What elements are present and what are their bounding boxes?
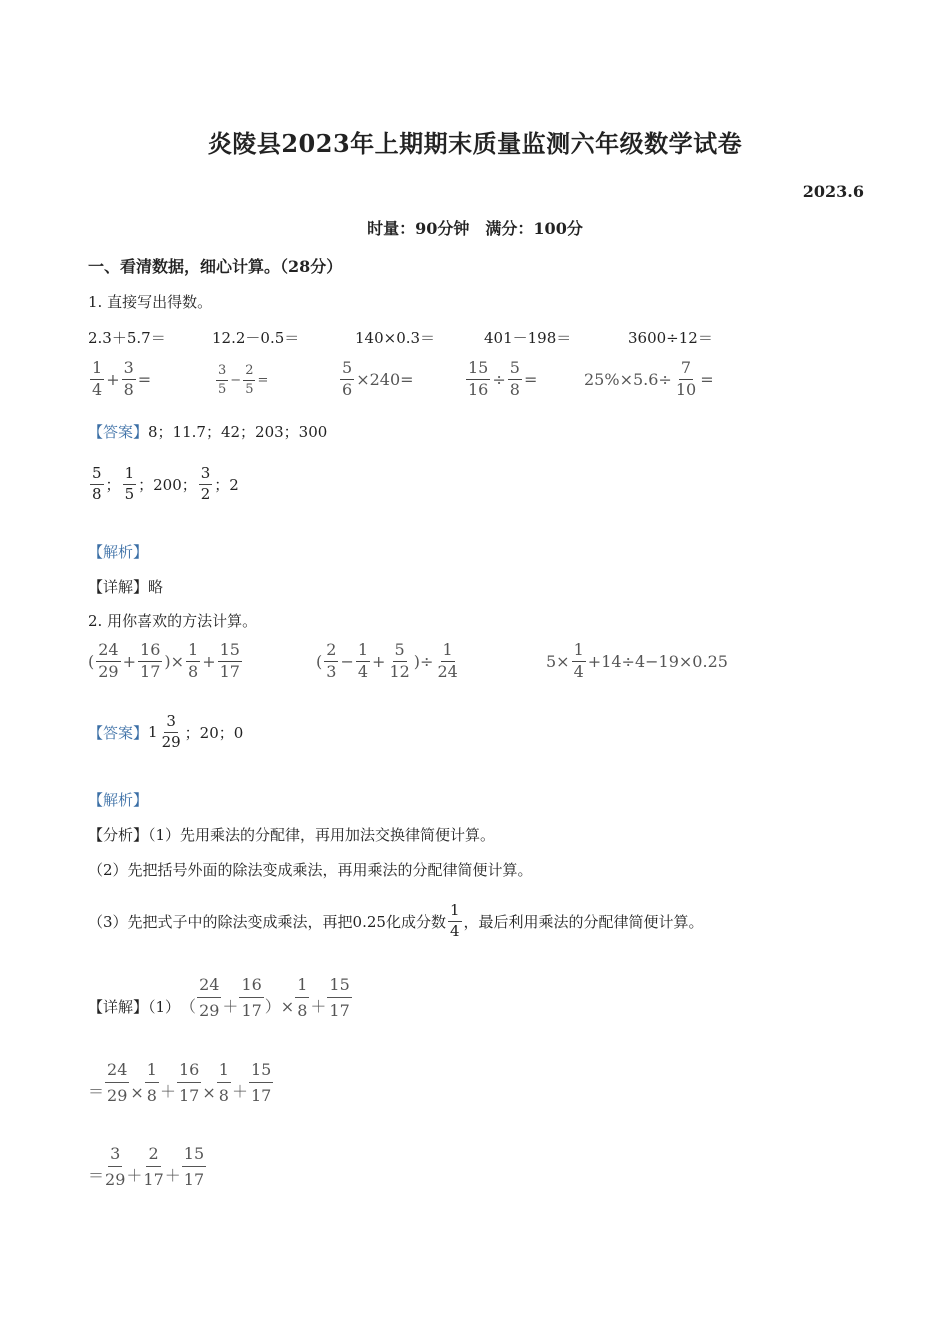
stacked-number: $\frac{16}{17}$ bbox=[178, 1060, 200, 1105]
fraction: $\frac{1}{4}$ bbox=[573, 640, 584, 681]
q1-detail: 【详解】略 bbox=[88, 578, 164, 596]
fraction: $\frac{3}{29}$ bbox=[161, 712, 181, 751]
fraction: $\frac{5}{8}$ bbox=[92, 464, 102, 503]
q1-row2-e5: 25%×5.6÷ $\frac{7}{10}$ = bbox=[584, 358, 714, 399]
q2-detail-step1: 【详解】（1） （ 24 29 ＋ 16 17 ）× $\frac{1}{8}$ ＋ 15 17 bbox=[88, 975, 350, 1020]
stacked-number: $\frac{1}{8}$ bbox=[218, 1060, 229, 1105]
fraction: $\frac{15}{16}$ bbox=[468, 358, 489, 399]
stacked-number: 2 17 bbox=[143, 1144, 164, 1189]
stacked-number: $\frac{1}{8}$ bbox=[297, 975, 308, 1020]
q2-label: 2. 用你喜欢的方法计算。 bbox=[88, 612, 258, 630]
q1-row1-e1: 2.3＋5.7＝ bbox=[88, 329, 166, 347]
fraction: $\frac{1}{8}$ bbox=[188, 640, 199, 681]
stacked-number: 15 17 bbox=[250, 1060, 272, 1105]
q2-analysis-tag: 【解析】 bbox=[88, 791, 149, 809]
fraction: $\frac{3}{8}$ bbox=[123, 358, 134, 399]
fraction: $\frac{3}{5}$ bbox=[218, 363, 227, 397]
fraction: $\frac{2}{5}$ bbox=[245, 363, 254, 397]
q1-row1-e4: 401－198＝ bbox=[484, 329, 572, 347]
q2-analysis-3: （3）先把式子中的除法变成乘法，再把0.25化成分数 $\frac{1}{4}$ ，最后利用乘法的分配律简便计算。 bbox=[88, 901, 704, 940]
q1-label: 1. 直接写出得数。 bbox=[88, 293, 213, 311]
q1-row1-e3: 140×0.3＝ bbox=[355, 329, 436, 347]
q1-answer2: $\frac{5}{8}$ ； $\frac{1}{5}$ ；200； $\frac{3}{2}$ ；2 bbox=[92, 464, 239, 503]
fraction: $\frac{5}{8}$ bbox=[509, 358, 520, 399]
stacked-number: $\frac{24}{29}$ bbox=[107, 1060, 128, 1105]
fraction: $\frac{1}{5}$ bbox=[124, 464, 135, 503]
q2-expr3: 5× $\frac{1}{4}$ +14÷4−19×0.25 bbox=[546, 640, 728, 681]
q2-analysis-2: （2）先把括号外面的除法变成乘法，再用乘法的分配律简便计算。 bbox=[88, 861, 533, 879]
fraction: $\frac{5}{6}$ bbox=[342, 358, 353, 399]
stacked-number: 15 17 bbox=[183, 1144, 205, 1189]
fraction: $\frac{5}{12}$ bbox=[389, 640, 410, 681]
q1-row2-e1: $\frac{1}{4}$ + $\frac{3}{8}$ = bbox=[92, 358, 152, 399]
q1-analysis-tag: 【解析】 bbox=[88, 543, 149, 561]
fraction: $\frac{24}{29}$ bbox=[98, 640, 119, 681]
q1-row1-e2: 12.2－0.5＝ bbox=[212, 329, 300, 347]
answer-tag: 【答案】 bbox=[88, 723, 149, 742]
q1-row2-e4: $\frac{15}{16}$ ÷ $\frac{5}{8}$ = bbox=[468, 358, 538, 399]
q2-analysis-1: 【分析】（1）先用乘法的分配律，再用加法交换律简便计算。 bbox=[88, 826, 496, 844]
stacked-number: 15 17 bbox=[329, 975, 350, 1020]
q2-detail-step3: ＝ 3 29 ＋ 2 17 ＋ 15 17 bbox=[88, 1144, 205, 1189]
stacked-number: 3 29 bbox=[105, 1144, 126, 1189]
exam-date: 2023.6 bbox=[802, 182, 864, 201]
q1-answer: 【答案】8；11.7；42；203；300 bbox=[88, 423, 328, 441]
answer-tag: 【答案】 bbox=[88, 423, 149, 441]
q1-row2-e3: $\frac{5}{6}$ ×240= bbox=[342, 358, 414, 399]
q2-detail-step2: ＝ $\frac{24}{29}$ × $\frac{1}{8}$ ＋ $\frac{16}{17}$ × $\frac{1}{8}$ ＋ 15 17 bbox=[88, 1060, 272, 1105]
q2-answer: 【答案】 1 $\frac{3}{29}$ ；20；0 bbox=[88, 712, 244, 751]
section-heading: 一、看清数据，细心计算。（28分） bbox=[88, 257, 343, 276]
fraction: $\frac{1}{4}$ bbox=[92, 358, 103, 399]
q1-row2-e2: $\frac{3}{5}$ − $\frac{2}{5}$ = bbox=[218, 363, 269, 397]
stacked-number: 16 17 bbox=[241, 975, 262, 1020]
fraction: $\frac{3}{2}$ bbox=[200, 464, 211, 503]
fraction: $\frac{1}{4}$ bbox=[357, 640, 369, 681]
q2-expr2: ( $\frac{2}{3}$ − $\frac{1}{4}$ + $\frac{5}{12}$ )÷ $\frac{1}{24}$ bbox=[316, 640, 458, 681]
fraction: $\frac{7}{10}$ bbox=[675, 358, 697, 399]
fraction: $\frac{1}{24}$ bbox=[437, 640, 458, 681]
fraction: $\frac{1}{4}$ bbox=[449, 901, 460, 940]
fraction: $\frac{2}{3}$ bbox=[326, 640, 337, 681]
page-title: 炎陵县2023年上期期末质量监测六年级数学试卷 bbox=[207, 129, 743, 158]
fraction: $\frac{15}{17}$ bbox=[219, 640, 240, 681]
fraction: $\frac{16}{17}$ bbox=[140, 640, 161, 681]
stacked-number: $\frac{1}{8}$ bbox=[146, 1060, 157, 1105]
exam-meta: 时量：90分钟 满分：100分 bbox=[367, 219, 583, 238]
q2-expr1: ( $\frac{24}{29}$ + $\frac{16}{17}$ )× $\frac{1}{8}$ + $\frac{15}{17}$ bbox=[88, 640, 240, 681]
q1-row1-e5: 3600÷12＝ bbox=[628, 329, 713, 347]
stacked-number: 24 29 bbox=[199, 975, 220, 1020]
